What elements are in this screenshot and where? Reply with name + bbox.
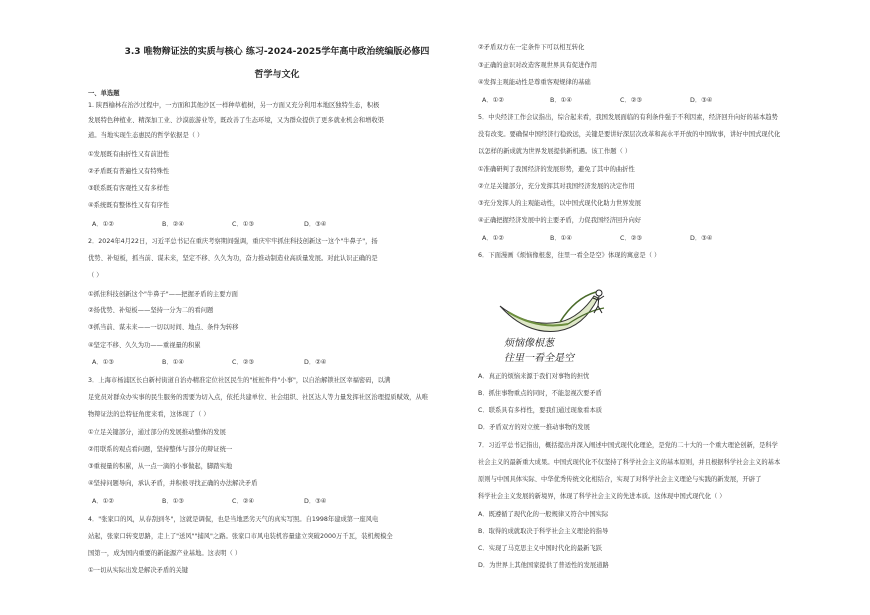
q5-option: ④正确把握经济发展中的主要矛盾，力促我国经济回升向好 <box>478 217 642 224</box>
q5-stem-2: 没有改变。要确保中国经济行稳致远，关键是要讲好深层次改革和高水平开放的中国故事，讲好中国式现代化 <box>478 131 781 138</box>
q4-choices <box>482 97 712 105</box>
q7-stem-2: 社会主义的最新重大成果。中国式现代化不仅坚持了科学社会主义的基本原则，并且根据科学社会主义的基本 <box>478 459 781 466</box>
q7-stem-1: 7．习近平总书记指出，概括提出并深入阐述中国式现代化理论，是党的二十大的一个重大理论创新，是科学 <box>478 442 778 449</box>
choice-d[interactable]: D．③④ <box>304 498 327 505</box>
q3-stem-1: 3．上海市杨浦区长白新村街道自治办精准定位社区民生的"桩桩件件"小事"，以自治解锁社区幸福密码，以满 <box>88 377 391 384</box>
q7-option[interactable]: A．既遵循了现代化的一般规律又符合中国实际 <box>478 511 609 518</box>
q5-stem-1: 5．中央经济工作会议指出，综合起来看，我国发展面临的有利条件强于不利因素，经济回升向好的基本趋势 <box>478 114 778 121</box>
q1-option: ①发展既有曲折性又有前进性 <box>88 151 170 158</box>
q1-choices <box>92 221 326 229</box>
choice-b[interactable]: B．①④ <box>550 97 572 104</box>
choice-c[interactable]: C．②③ <box>620 97 642 104</box>
choice-c[interactable]: C．②③ <box>620 235 642 242</box>
q3-option: ④坚持问题导向，承认矛盾，并积极寻找正确的办法解决矛盾 <box>88 480 258 487</box>
document-title: 3.3 唯物辩证法的实质与核心 练习-2024-2025学年高中政治统编版必修四 <box>124 47 430 57</box>
q5-stem-3: 以怎样的新成就为世界发展提供新机遇。该工作题（ ） <box>478 148 632 155</box>
choice-a[interactable]: A．①② <box>92 498 114 505</box>
q5-choices <box>482 235 712 243</box>
q3-option: ②用联系的观点看问题，坚持整体与部分的辩证统一 <box>88 446 233 453</box>
q1-option: ②矛盾既有普遍性又有特殊性 <box>88 168 170 175</box>
choice-b[interactable]: B．①④ <box>550 235 572 242</box>
q4-stem-1: 4．"张家口的风，从春刮到冬"，这就是调侃，也是当地恶劣天气的真实写照。自1998年建成第一座风电 <box>88 516 379 523</box>
q2-stem-2: 优势、补短板，抓当前、谋未来，坚定不移、久久为功，奋力推动制造业高质量发展。对此认识正确的是 <box>88 255 378 262</box>
choice-a[interactable]: A．①② <box>92 221 114 228</box>
q7-option[interactable]: B．取得的成就取决于科学社会主义理论的指导 <box>478 528 609 535</box>
q5-option: ③充分发挥人的主观能动性，以中国式现代化助力世界发展 <box>478 200 642 207</box>
choice-a[interactable]: A．①② <box>482 235 504 242</box>
choice-b[interactable]: B．①③ <box>162 498 184 505</box>
q6-stem: 6．下面漫画《烦恼像根葱，往里一看全是空》体现的寓意是（ ） <box>478 252 661 259</box>
q3-option: ③重视量的积累，从一点一滴的小事做起，脚踏实地 <box>88 463 233 470</box>
choice-d[interactable]: D．③④ <box>690 97 713 104</box>
choice-b[interactable]: B．①④ <box>162 359 184 366</box>
choice-c[interactable]: C．②③ <box>232 359 254 366</box>
q7-stem-3: 原则与中国具体实际、中华优秀传统文化相结合，实现了对科学社会主义理论与实践的新发展，开辟了 <box>478 476 762 483</box>
q4-option: ②矛盾双方在一定条件下可以相互转化 <box>478 44 585 51</box>
q4-option: ④发挥主观能动性是尊重客观规律的基础 <box>478 79 591 86</box>
q5-option: ①准确研判了我国经济的发展形势，避免了其中的曲折性 <box>478 166 635 173</box>
section-heading: 一、单选题 <box>88 90 120 97</box>
choice-a[interactable]: A．①② <box>482 97 504 104</box>
choice-a[interactable]: A．①③ <box>92 359 114 366</box>
q2-option: ④坚定不移、久久为功——重视量的积累 <box>88 342 201 349</box>
cartoon-caption-1: 烦恼像根葱 <box>504 338 554 349</box>
scallion-cartoon <box>498 286 628 366</box>
choice-c[interactable]: C．②④ <box>232 498 254 505</box>
choice-d[interactable]: D．③④ <box>304 221 327 228</box>
q3-option: ①立足关键部分，通过部分的发展推动整体的发展 <box>88 429 226 436</box>
q6-option[interactable]: B．抓住事物重点的同时，不能忽视次要矛盾 <box>478 390 602 397</box>
q2-option: ②扬优势、补短板——坚持一分为二的看问题 <box>88 307 214 314</box>
choice-d[interactable]: D．②④ <box>304 359 327 366</box>
q4-stem-2: 站起，张家口转变思路，走上了"送风""捕风"之路。张家口市风电装机容量建立突破2000万千瓦，装机规模全 <box>88 533 393 540</box>
q4-option: ③正确的意识对改造客观世界具有促进作用 <box>478 62 597 69</box>
q7-option[interactable]: D．为世界上其他国家提供了普适性的发展道路 <box>478 562 609 569</box>
q2-stem-1: 2．2024年4月22日，习近平总书记在重庆考察期间强调，重庆牢牢抓住科技创新这一这个"牛鼻子"，扬 <box>88 238 378 245</box>
q2-stem-3: （ ） <box>88 272 103 279</box>
q6-option[interactable]: C．联系具有多样性，要我们通过现象看本质 <box>478 407 603 414</box>
q6-option[interactable]: D．矛盾双方的对立统一推动事物的发展 <box>478 424 590 431</box>
q1-option: ④系统既有整体性又有有序性 <box>88 202 170 209</box>
cartoon-caption-2: 往里一看全是空 <box>504 353 574 364</box>
q1-option: ③联系既有客观性又有多样性 <box>88 185 170 192</box>
choice-c[interactable]: C．①③ <box>232 221 254 228</box>
q2-option: ①抓住科技创新这个"牛鼻子"——把握矛盾的主要方面 <box>88 291 238 298</box>
choice-b[interactable]: B．②④ <box>162 221 184 228</box>
q1-stem-1: 1. 陕西榆林在治沙过程中，一方面和其他沙区一样种草植树，另一方面又充分利用本地区独特生态，积极 <box>88 102 380 109</box>
q3-choices <box>92 498 326 506</box>
q5-option: ②立足关键部分，充分发挥其对我国经济发展的决定作用 <box>478 183 635 190</box>
q7-stem-4: 科学社会主义发展的新境界，体现了科学社会主义的先进本质。这体现中国式现代化（ ） <box>478 493 726 500</box>
q4-stem-3: 国第一，成为国内重要的新能源产业基地。这表明（ ） <box>88 550 242 557</box>
q2-choices <box>92 359 326 367</box>
document-subtitle: 哲学与文化 <box>254 70 300 80</box>
q6-option[interactable]: A．真正的烦恼来源于我们对事物的担忧 <box>478 373 590 380</box>
q3-stem-3: 物辩证法的总特征角度来看，这体现了（ ） <box>88 411 210 418</box>
q1-stem-3: 道。当地实现生态惠民的哲学依据是（ ） <box>88 132 204 139</box>
q2-option: ③抓当前、谋未来——一切以时间、地点、条件为转移 <box>88 324 239 331</box>
choice-d[interactable]: D．③④ <box>690 235 713 242</box>
q3-stem-2: 足党员对群众办实事的民生服务的需要为切入点，依托共建单位、社会组织、社区达人等力量发挥社区治理提质赋效，从唯 <box>88 394 429 401</box>
q7-option[interactable]: C．实现了马克思主义中国时代化的最新飞跃 <box>478 545 603 552</box>
q4-option: ①一切从实际出发是解决矛盾的关键 <box>88 567 189 574</box>
q1-stem-2: 发展特色种植业、精深加工业、沙漠旅游业等，既改善了生态环境，又为群众提供了更多就业机会和增收渠 <box>88 117 384 124</box>
